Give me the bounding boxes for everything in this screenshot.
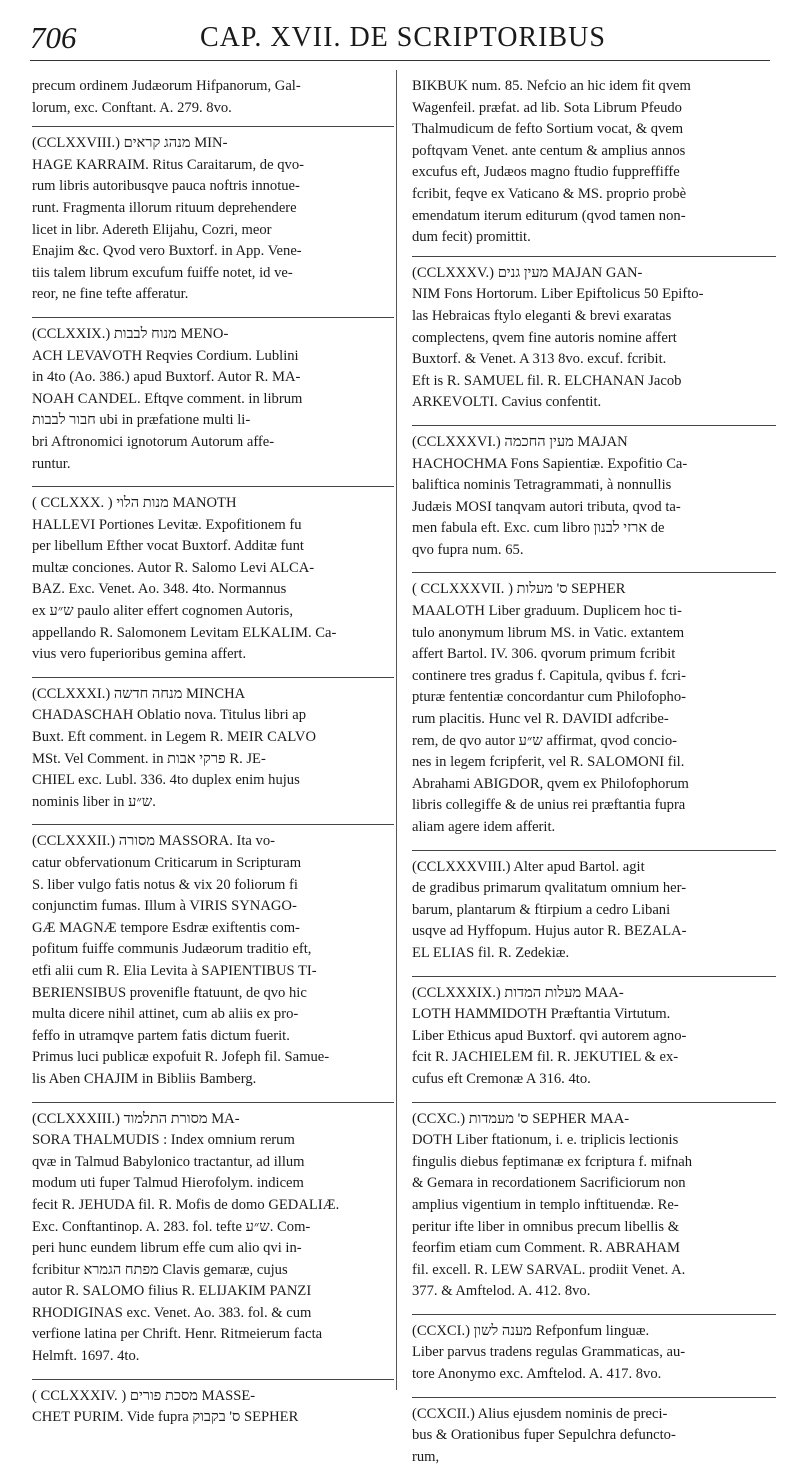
- catalog-entry: [412, 1404, 776, 1469]
- text-line: rum placitis. Hunc vel R. DAVIDI adfcribe-: [412, 711, 669, 728]
- text-line: Wagenfeil. præfat. ad lib. Sota Librum Pfeudo: [412, 99, 682, 116]
- text-line: nominis liber in ש״ע.: [32, 793, 156, 810]
- text-line: licet in libr. Adereth Elijahu, Cozri, meor: [32, 221, 272, 238]
- catalog-entry: [32, 133, 394, 306]
- text-line: pofitum fuiffe communis Judæorum traditio eft,: [32, 941, 312, 958]
- entry-heading-line: (CCLXXXIII.) מסורת התלמוד MA-: [32, 1110, 240, 1127]
- text-line: runt. Fragmenta illorum rituum deprehendere: [32, 199, 297, 216]
- text-line: etfi alii cum R. Elia Levita à SAPIENTIBUS TI-: [32, 962, 317, 979]
- entry-heading-line: (CCLXXXVI.) מעין החכמה MAJAN: [412, 433, 628, 450]
- text-line: fil. excell. R. LEW SARVAL. prodiit Venet. A.: [412, 1261, 686, 1278]
- catalog-entry: [412, 263, 776, 414]
- text-line: affert Bartol. IV. 306. qvorum primum fcribit: [412, 646, 676, 663]
- text-line: S. liber vulgo fatis notus & vix 20 foliorum fi: [32, 876, 298, 893]
- text-line: lorum, exc. Conftant. A. 279. 8vo.: [32, 99, 232, 116]
- text-line: Enajim &c. Qvod vero Buxtorf. in App. Vene-: [32, 243, 302, 260]
- text-line: fcribit, feqve ex Vaticano & MS. proprio probè: [412, 185, 687, 202]
- left-column: [32, 76, 394, 1433]
- text-line: precum ordinem Judæorum Hifpanorum, Gal-: [32, 78, 301, 94]
- text-line: peri hunc eundem librum effe cum alio qvi in-: [32, 1240, 302, 1257]
- entry-heading-line: (CCLXXIX.) מנוח לבבות MENO-: [32, 325, 229, 342]
- entry-separator: [32, 817, 394, 831]
- entry-separator: [412, 843, 776, 857]
- text-line: de gradibus primarum qvalitatum omnium her-: [412, 880, 687, 897]
- entry-separator: [32, 670, 394, 684]
- text-line: usqve ad Hyffopum. Hujus autor R. BEZALA-: [412, 923, 687, 940]
- text-line: tulo anonymum librum MS. in Vatic. extantem: [412, 624, 685, 641]
- catalog-entry: [32, 831, 394, 1090]
- entry-separator: [412, 1390, 776, 1404]
- text-line: las Hebraicas ftylo eleganti & brevi exaratas: [412, 307, 672, 324]
- text-line: & Gemara in recordationem Sacrificiorum non: [412, 1175, 686, 1192]
- text-line: qvæ in Talmud Babylonico tractantur, ad illum: [32, 1153, 305, 1170]
- text-line: Exc. Conftantinop. A. 283. fol. tefte ש״ע. Com-: [32, 1218, 311, 1235]
- catalog-entry: [412, 857, 776, 965]
- text-line: cufus eft Cremonæ A 316. 4to.: [412, 1070, 591, 1087]
- column-divider: [396, 70, 397, 1390]
- text-line: baliftica nominis Tetragrammati, à nonnullis: [412, 477, 672, 494]
- text-line: tore Anonymo exc. Amftelod. A. 417. 8vo.: [412, 1366, 662, 1383]
- text-line: Buxt. Eft comment. in Legem R. MEIR CALVO: [32, 729, 317, 746]
- entry-separator: [412, 1307, 776, 1321]
- text-line: autor R. SALOMO filius R. ELIJAKIM PANZI: [32, 1283, 312, 1300]
- text-line: qvo fupra num. 65.: [412, 541, 524, 558]
- entry-heading-line: (CCXCI.) מענה לשון Refponfum linguæ.: [412, 1322, 650, 1339]
- page-header: [30, 14, 770, 62]
- text-line: catur obfervationum Criticarum in Scripturam: [32, 855, 302, 871]
- entry-separator: [412, 1095, 776, 1109]
- text-line: BIKBUK num. 85. Nefcio an hic idem fit qvem: [412, 78, 691, 94]
- catalog-entry: [412, 432, 776, 562]
- text-line: Liber Ethicus apud Buxtorf. qvi autorem agno-: [412, 1027, 687, 1044]
- text-line: GÆ MAGNÆ tempore Esdræ exiftentis com-: [32, 919, 300, 936]
- text-line: rum,: [412, 1448, 440, 1465]
- text-line: excufus eft, Judæos magno ftudio fuppreffiffe: [412, 164, 680, 181]
- text-line: Eft is R. SAMUEL fil. R. ELCHANAN Jacob: [412, 372, 682, 389]
- text-line: tiis talem librum excufum fuiffe notet, id ve-: [32, 264, 293, 281]
- text-line: EL ELIAS fil. R. Zedekiæ.: [412, 944, 570, 961]
- text-line: reor, ne fine tefte afferatur.: [32, 286, 189, 303]
- text-line: feffo in utramqve partem fatis dictum fuerit.: [32, 1027, 290, 1044]
- catalog-entry: [412, 1109, 776, 1303]
- entry-separator: [412, 969, 776, 983]
- continued-text: [412, 76, 776, 249]
- text-line: men fabula eft. Exc. cum libro ארזי לבנון de: [412, 520, 665, 537]
- text-line: MAALOTH Liber graduum. Duplicem hoc ti-: [412, 603, 682, 620]
- entry-separator: [412, 565, 776, 579]
- right-column: [412, 76, 776, 1472]
- catalog-entry: [412, 1321, 776, 1386]
- entry-heading-line: (CCLXXXVIII.) Alter apud Bartol. agit: [412, 858, 645, 875]
- text-line: BAZ. Exc. Venet. Ao. 348. 4to. Normannus: [32, 581, 287, 598]
- catalog-entry: [32, 684, 394, 814]
- entry-separator: [32, 1372, 394, 1386]
- text-line: runtur.: [32, 455, 71, 472]
- text-line: RHODIGINAS exc. Venet. Ao. 383. fol. & cum: [32, 1304, 312, 1321]
- text-line: appellando R. Salomonem Levitam ELKALIM. Ca-: [32, 624, 337, 641]
- text-line: Abrahami ABIGDOR, qvem ex Philofophorum: [412, 775, 689, 792]
- text-line: nes in legem fcripferit, vel R. SALOMONI fil.: [412, 754, 685, 771]
- text-line: peritur ifte liber in omnibus precum libellis &: [412, 1218, 680, 1235]
- text-line: fcribitur מפתח הגמרא Clavis gemaræ, cujus: [32, 1261, 288, 1278]
- text-line: fingulis diebus feptimanæ ex fcriptura f. mifnah: [412, 1153, 693, 1170]
- catalog-entry: [412, 579, 776, 838]
- text-line: continere tres gradus f. Capitula, qvibus f. fcri-: [412, 667, 686, 684]
- entry-separator: [32, 479, 394, 493]
- catalog-entry: [32, 1386, 394, 1429]
- text-line: CHADASCHAH Oblatio nova. Titulus libri ap: [32, 707, 307, 724]
- continued-text: [32, 76, 394, 119]
- text-line: BERIENSIBUS provenifle ftatuunt, de qvo hic: [32, 984, 307, 1001]
- text-line: dum fecit) promittit.: [412, 229, 531, 246]
- text-line: fcit R. JACHIELEM fil. R. JEKUTIEL & ex-: [412, 1049, 679, 1066]
- text-line: verfione latina per Chrift. Henr. Ritmeierum facta: [32, 1326, 323, 1343]
- text-line: CHIEL exc. Lubl. 336. 4to duplex enim hujus: [32, 772, 300, 789]
- text-line: Liber parvus tradens regulas Grammaticas, au-: [412, 1344, 686, 1361]
- text-line: Helmft. 1697. 4to.: [32, 1348, 140, 1365]
- text-line: DOTH Liber ftationum, i. e. triplicis lectionis: [412, 1132, 679, 1149]
- text-line: HACHOCHMA Fons Sapientiæ. Expofitio Ca-: [412, 455, 688, 472]
- entry-heading-line: ( CCLXXXVII. ) ס' מעלות SEPHER: [412, 581, 626, 598]
- text-line: rum libris autoribusqve pauca noftris innotue-: [32, 178, 300, 195]
- text-line: rem, de qvo autor ש״ע affirmat, qvod concio-: [412, 732, 678, 749]
- catalog-entry: [32, 1109, 394, 1368]
- entry-heading-line: (CCLXXXV.) מעין גנים MAJAN GAN-: [412, 264, 643, 281]
- text-line: multæ conciones. Autor R. Salomo Levi ALCA-: [32, 559, 315, 576]
- text-line: MSt. Vel Comment. in פרקי אבות R. JE-: [32, 750, 266, 767]
- text-line: ex ש״ע paulo aliter effert cognomen Autoris,: [32, 603, 293, 620]
- entry-heading-line: (CCLXXXIX.) מעלות המדות MAA-: [412, 984, 624, 1001]
- text-line: SORA THALMUDIS : Index omnium rerum: [32, 1132, 295, 1149]
- entry-heading-line: (CCLXXXI.) מנחה חדשה MINCHA: [32, 685, 246, 702]
- entry-separator: [32, 1095, 394, 1109]
- text-line: חבור לבבות ubi in præfatione multi li-: [32, 412, 251, 429]
- header-rule: [30, 60, 770, 61]
- text-line: barum, plantarum & ftirpium a cedro Libani: [412, 901, 671, 918]
- text-line: Thalmudicum de fefto Sortium vocat, & qvem: [412, 121, 684, 138]
- text-line: Buxtorf. & Venet. A 313 8vo. excuf. fcribit.: [412, 351, 667, 368]
- entry-separator: [412, 418, 776, 432]
- text-line: emendatum iterum editurum (qvod tamen non-: [412, 207, 686, 224]
- text-line: feorfim etiam cum Comment. R. ABRAHAM: [412, 1240, 680, 1257]
- text-line: Primus luci publicæ expofuit R. Jofeph fil. Samue-: [32, 1049, 330, 1066]
- text-line: multa dicere nihil attinet, cum ab aliis ex pro-: [32, 1006, 299, 1023]
- text-line: conjunctim fumas. Illum à VIRIS SYNAGO-: [32, 898, 297, 915]
- text-line: 377. & Amftelod. A. 412. 8vo.: [412, 1283, 591, 1300]
- text-line: ARKEVOLTI. Cavius confentit.: [412, 394, 602, 411]
- text-line: bri Aftronomici ignotorum Autorum affe-: [32, 433, 275, 450]
- entry-heading-line: (CCXCII.) Alius ejusdem nominis de preci-: [412, 1405, 668, 1422]
- running-title: CAP. XVII. DE SCRIPTORIBUS: [200, 22, 606, 53]
- text-line: libris collegiffe & de unius rei præftantia fupra: [412, 797, 686, 814]
- entry-heading-line: ( CCLXXXIV. ) מסכת פורים MASSE-: [32, 1387, 256, 1404]
- text-line: Judæis MOSI tanqvam autori tributa, qvod ta-: [412, 498, 681, 515]
- catalog-entry: [412, 983, 776, 1091]
- text-line: ACH LEVAVOTH Reqvies Cordium. Lublini: [32, 347, 299, 364]
- text-line: amplius vigentium in templo inftituendæ. Re-: [412, 1196, 679, 1213]
- text-line: LOTH HAMMIDOTH Præftantia Virtutum.: [412, 1006, 671, 1023]
- text-line: NOAH CANDEL. Eftqve comment. in librum: [32, 390, 303, 407]
- entry-heading-line: ( CCLXXX. ) מנות הלוי MANOTH: [32, 495, 237, 512]
- text-line: in 4to (Ao. 386.) apud Buxtorf. Autor R. MA-: [32, 369, 301, 386]
- text-line: lis Aben CHAJIM in Bibliis Bamberg.: [32, 1070, 257, 1087]
- text-line: vius vero fuperioribus gemina affert.: [32, 646, 247, 663]
- text-line: complectens, qvem fine autoris nomine affert: [412, 329, 677, 346]
- entry-heading-line: (CCLXXVIII.) מנהג קראים MIN-: [32, 135, 228, 152]
- text-line: per libellum Efther vocat Buxtorf. Additæ funt: [32, 538, 304, 555]
- text-line: pturæ fententiæ concordantur cum Philofopho-: [412, 689, 686, 706]
- catalog-entry: [32, 324, 394, 475]
- text-line: CHET PURIM. Vide fupra ס' בקבוק SEPHER: [32, 1409, 299, 1426]
- text-line: poftqvam Venet. ante centum & amplius annos: [412, 142, 686, 159]
- text-line: HALLEVI Portiones Levitæ. Expofitionem fu: [32, 516, 302, 533]
- text-line: bus & Orationibus fuper Sepulchra defuncto-: [412, 1427, 676, 1444]
- text-line: NIM Fons Hortorum. Liber Epiftolicus 50 Epifto-: [412, 286, 704, 303]
- text-line: HAGE KARRAIM. Ritus Caraitarum, de qvo-: [32, 156, 304, 173]
- text-line: aliam agere idem afferit.: [412, 819, 556, 835]
- entry-separator: [32, 119, 394, 133]
- catalog-entry: [32, 493, 394, 666]
- text-line: fecit R. JEHUDA fil. R. Mofis de domo GEDALIÆ.: [32, 1196, 340, 1213]
- entry-heading-line: (CCLXXXII.) מסורה MASSORA. Ita vo-: [32, 833, 275, 850]
- entry-separator: [32, 310, 394, 324]
- entry-separator: [412, 249, 776, 263]
- page-number: 706: [30, 20, 77, 55]
- text-line: modum uti fuper Talmud Hierofolym. indicem: [32, 1175, 304, 1192]
- entry-heading-line: (CCXC.) ס' מעמדות SEPHER MAA-: [412, 1110, 630, 1127]
